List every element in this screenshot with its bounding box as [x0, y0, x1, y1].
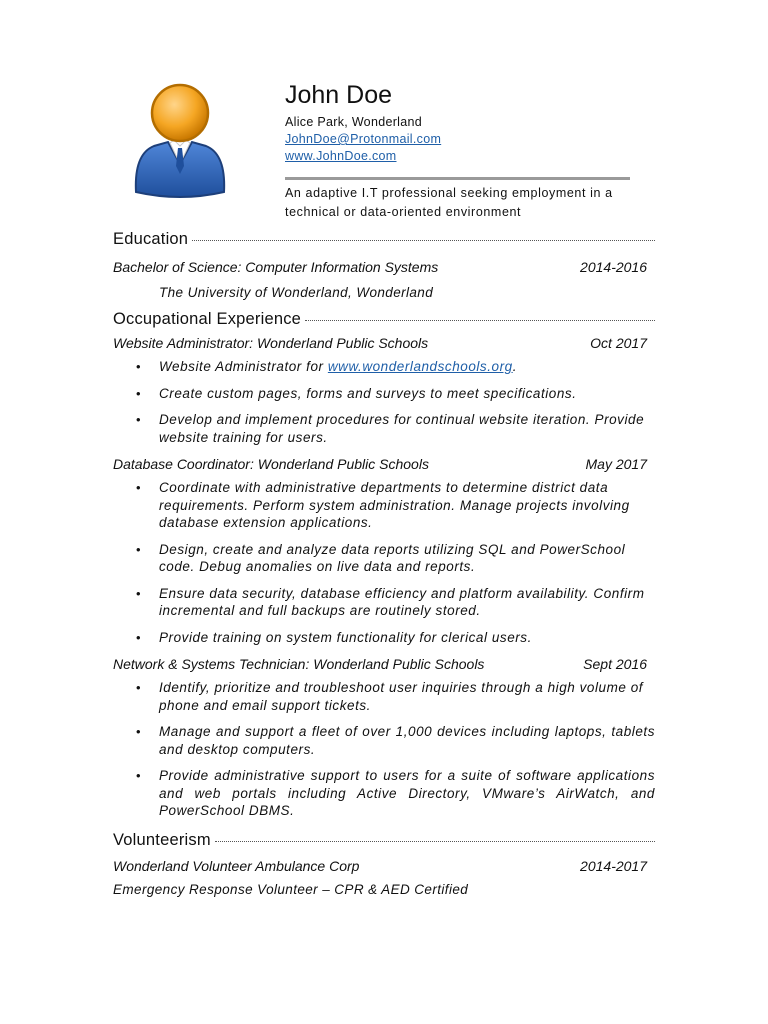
dotted-leader	[215, 840, 655, 842]
list-item: • Identify, prioritize and troubleshoot user inquiries through a high volume of phone and email support tickets.	[159, 679, 655, 714]
section-title-education: Education	[113, 230, 189, 248]
list-item: • Ensure data security, database efficiency and platform availability. Confirm incremental and full backups are routinely stored.	[159, 585, 655, 620]
resume-body	[113, 228, 655, 899]
objective-line-1: An adaptive I.T professional seeking employment in a	[285, 186, 613, 200]
volunteer-org: Wonderland Volunteer Ambulance Corp	[113, 857, 360, 874]
address: Alice Park, Wonderland	[285, 115, 422, 129]
job-date: Sept 2016	[583, 656, 647, 672]
list-item: • Provide administrative support to users for a suite of software applications and web portals including Active Directory, VMware’s AirWatch, and PowerSchool DBMS.	[159, 767, 655, 820]
list-item: • Develop and implement procedures for continual website iteration. Provide website training for users.	[159, 411, 655, 446]
school: The University of Wonderland, Wonderland	[159, 285, 434, 300]
section-title-volunteerism: Volunteerism	[113, 830, 211, 849]
job-bullets	[113, 358, 655, 446]
volunteer-dates: 2014-2017	[580, 857, 647, 874]
section-volunteerism	[113, 829, 655, 851]
candidate-name: John Doe	[285, 81, 393, 109]
volunteer-entry	[113, 857, 655, 875]
list-item	[159, 358, 655, 376]
job-date: May 2017	[585, 456, 647, 472]
job-entry	[113, 655, 655, 673]
job-date: Oct 2017	[590, 335, 647, 351]
website-link[interactable]: www.JohnDoe.com	[285, 149, 397, 163]
section-education	[113, 228, 655, 250]
section-title-experience: Occupational Experience	[113, 310, 302, 328]
section-experience	[113, 308, 655, 330]
bullet-text: .	[512, 359, 518, 374]
resume-header	[285, 80, 630, 222]
list-item: • Manage and support a fleet of over 1,000 devices including laptops, tablets and desktop computers.	[159, 723, 655, 758]
list-item: • Create custom pages, forms and surveys to meet specifications.	[159, 385, 655, 403]
list-item: • Provide training on system functionality for clerical users.	[159, 629, 655, 647]
job-bullets	[113, 479, 655, 646]
job-role: Website Administrator: Wonderland Public Schools	[113, 335, 429, 351]
education-entry	[113, 258, 655, 276]
job-entry	[113, 455, 655, 473]
job-entry	[113, 334, 655, 352]
email-link[interactable]: JohnDoe@Protonmail.com	[285, 132, 442, 146]
objective-line-2: technical or data-oriented environment	[285, 205, 522, 219]
dotted-leader	[305, 319, 655, 321]
dotted-leader	[192, 239, 655, 241]
list-item: • Coordinate with administrative departments to determine district data requirements. Perform system administration. Manage projects involving database extension applications.	[159, 479, 655, 532]
school-website-link[interactable]: www.wonderlandschools.org	[327, 359, 513, 374]
education-dates: 2014-2016	[580, 259, 647, 275]
user-avatar-icon	[130, 80, 230, 200]
job-role: Database Coordinator: Wonderland Public Schools	[113, 456, 429, 472]
job-bullets	[113, 679, 655, 820]
list-item: • Design, create and analyze data reports utilizing SQL and PowerSchool code. Debug anomalies on live data and reports.	[159, 541, 655, 576]
header-divider	[285, 177, 630, 180]
degree: Bachelor of Science: Computer Information Systems	[113, 259, 439, 275]
job-role: Network & Systems Technician: Wonderland Public Schools	[113, 656, 485, 672]
volunteer-role: Emergency Response Volunteer – CPR & AED Certified	[113, 881, 469, 897]
bullet-text: Website Administrator for	[159, 359, 328, 374]
